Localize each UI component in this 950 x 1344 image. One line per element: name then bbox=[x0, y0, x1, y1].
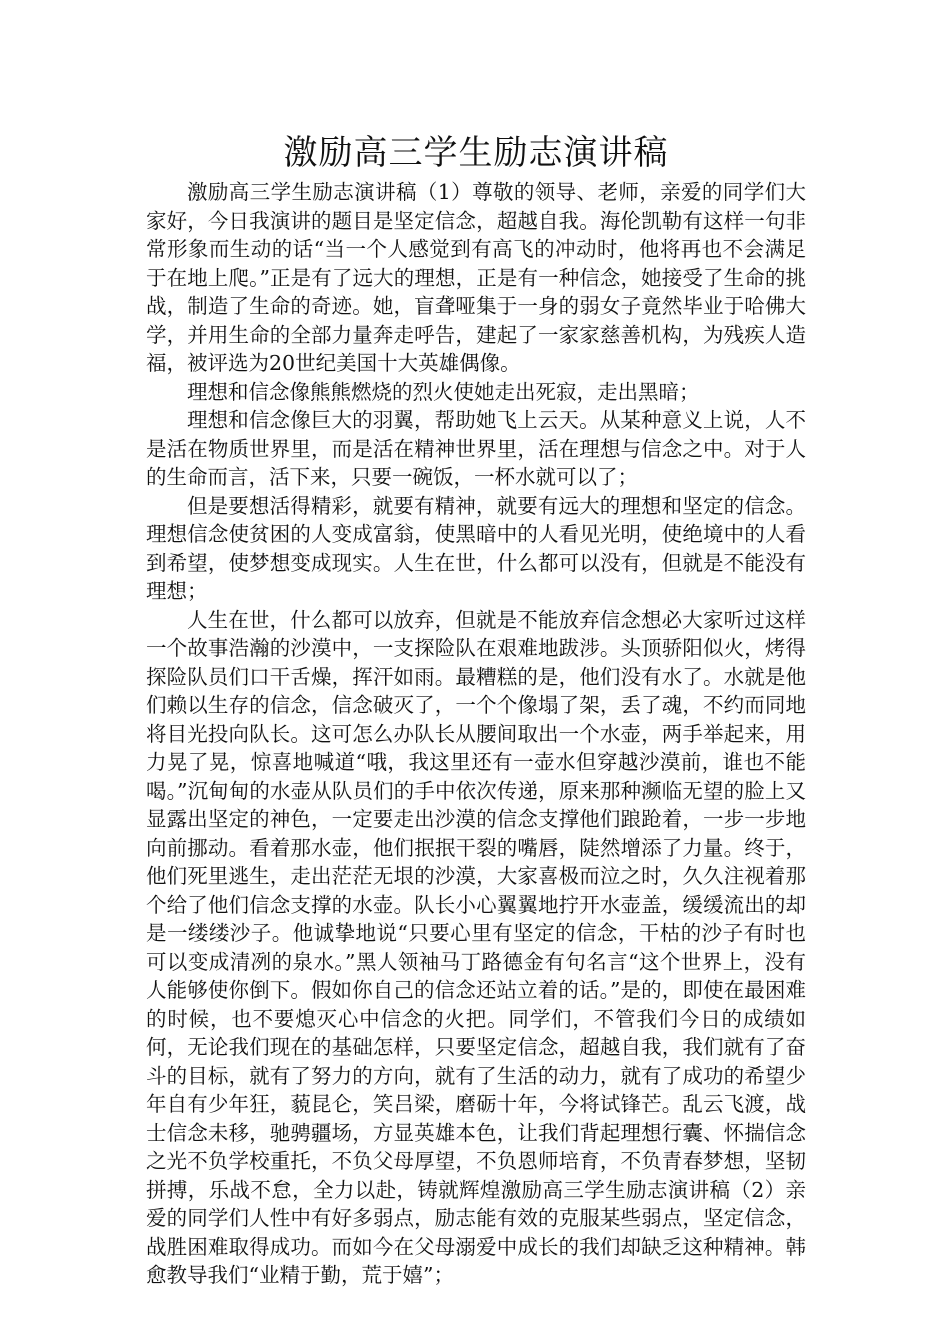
paragraph-desert-story: 人生在世，什么都可以放弃，但就是不能放弃信念想必大家听过这样一个故事浩瀚的沙漠中，一支探险队在艰难地跋涉。头顶骄阳似火，烤得探险队员们口干舌燥，挥汗如雨。最糟糕的是，他们没有水了。水就是他们赖以生存的信念，信念破灭了，一个个像塌了架，丢了魂，不约而同地将目光投向队长。这可怎么办队长从腰间取出一个水壶，两手举起来，用力晃了晃，惊喜地喊道“哦，我这里还有一壶水但穿越沙漠前，谁也不能喝。”沉甸甸的水壶从队员们的手中依次传递，原来那种濒临无望的脸上又显露出坚定的神色，一定要走出沙漠的信念支撑他们踉跄着，一步一步地向前挪动。看着那水壶，他们抿抿干裂的嘴唇，陡然增添了力量。终于，他们死里逃生，走出茫茫无垠的沙漠，大家喜极而泣之时，久久注视着那个给了他们信念支撑的水壶。队长小心翼翼地拧开水壶盖，缓缓流出的却是一缕缕沙子。他诚挚地说“只要心里有坚定的信念，干枯的沙子有时也可以变成清冽的泉水。”黑人领袖马丁路德金有句名言“这个世界上，没有人能够使你倒下。假如你自己的信念还站立着的话。”是的，即使在最困难的时候，也不要熄灭心中信念的火把。同学们，不管我们今日的成绩如何，无论我们现在的基础怎样，只要坚定信念，超越自我，我们就有了奋斗的目标，就有了努力的方向，就有了生活的动力，就有了成功的希望少年自有少年狂，藐昆仑，笑吕梁，磨砺十年，今将试锋芒。乱云飞渡，战士信念未移，驰骋疆场，方显英雄本色，让我们背起理想行囊、怀揣信念之光不负学校重托，不负父母厚望，不负恩师培育，不负青春梦想，坚韧拼搏，乐战不怠，全力以赴，铸就辉煌激励高三学生励志演讲稿（2）亲爱的同学们人性中有好多弱点，励志能有效的克服某些弱点，坚定信念，战胜困难取得成功。而如今在父母溺爱中成长的我们却缺乏这种精神。韩愈教导我们“业精于勤，荒于嬉”； bbox=[146, 607, 806, 1287]
paragraph-fire: 理想和信念像熊熊燃烧的烈火使她走出死寂，走出黑暗； bbox=[187, 379, 700, 404]
paragraph-wings: 理想和信念像巨大的羽翼，帮助她飞上云天。从某种意义上说，人不是活在物质世界里，而是活在精神世界里，活在理想与信念之中。对于人的生命而言，活下来，只要一碗饭，一杯水就可以了； bbox=[146, 408, 806, 489]
paragraph-spirit: 但是要想活得精彩，就要有精神，就要有远大的理想和坚定的信念。理想信念使贫困的人变成富翁，使黑暗中的人看见光明，使绝境中的人看到希望，使梦想变成现实。人生在世，什么都可以没有，但就是不能没有理想； bbox=[146, 493, 806, 603]
document-page bbox=[146, 128, 806, 1290]
paragraph-intro: 激励高三学生励志演讲稿（1）尊敬的领导、老师，亲爱的同学们大家好，今日我演讲的题目是坚定信念，超越自我。海伦凯勒有这样一句非常形象而生动的话“当一个人感觉到有高飞的冲动时，他将再也不会满足于在地上爬。”正是有了远大的理想，正是有一种信念，她接受了生命的挑战，制造了生命的奇迹。她，盲聋哑集于一身的弱女子竟然毕业于哈佛大学，并用生命的全部力量奔走呼告，建起了一家家慈善机构，为残疾人造福，被评选为20世纪美国十大英雄偶像。 bbox=[146, 180, 806, 375]
document-title: 激励高三学生励志演讲稿 bbox=[283, 133, 669, 173]
